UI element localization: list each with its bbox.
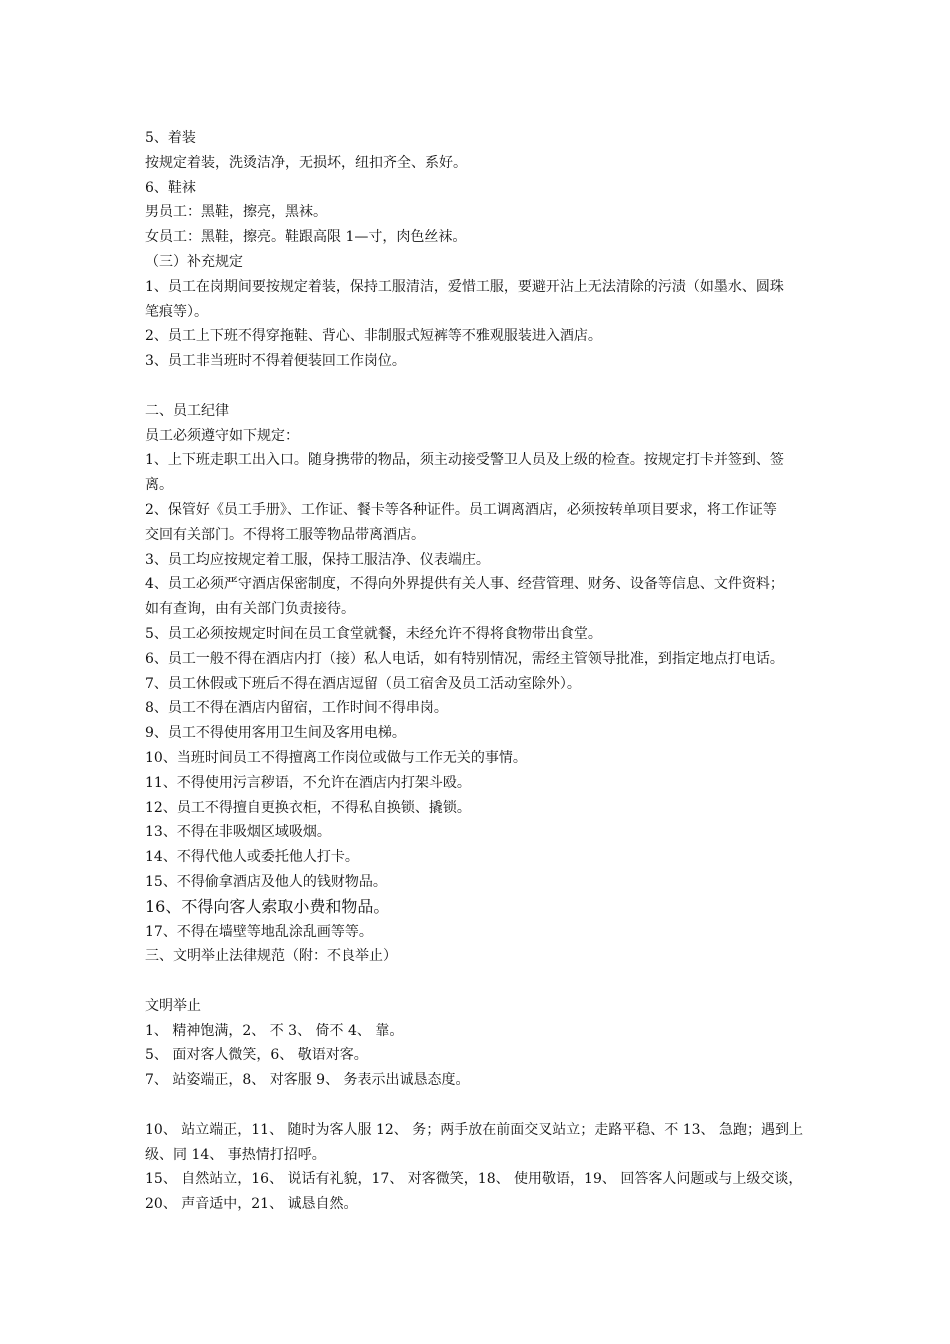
list-item-continuation: 离。: [145, 477, 173, 494]
paragraph-line: 员工必须遵守如下规定：: [145, 427, 299, 444]
paragraph-line: 3、员工非当班时不得着便装回工作岗位。: [145, 353, 406, 370]
heading-civilized-conduct-rules: 三、文明举止法律规范（附：不良举止）: [145, 948, 397, 965]
list-item: 2、保管好《员工手册》、工作证、餐卡等各种证件。员工调离酒店，必须按转单项目要求，将工作证等: [145, 501, 777, 518]
list-item: 5、 面对客人微笑，6、 敬语对客。: [145, 1047, 368, 1064]
heading-shoes-socks: 6、鞋袜: [145, 179, 196, 196]
list-item: 16、不得向客人索取小费和物品。: [145, 896, 390, 916]
list-item: 3、员工均应按规定着工服，保持工服洁净、仪表端庄。: [145, 551, 490, 568]
document-body: [145, 126, 813, 1217]
list-item-continuation: 级、同 14、 事热情打招呼。: [145, 1146, 326, 1163]
blank-line: [145, 969, 813, 994]
list-item: 17、不得在墙壁等地乱涂乱画等等。: [145, 923, 373, 940]
paragraph-line: 2、员工上下班不得穿拖鞋、背心、非制服式短裤等不雅观服装进入酒店。: [145, 328, 602, 345]
list-item: 8、员工不得在酒店内留宿，工作时间不得串岗。: [145, 700, 448, 717]
heading-staff-discipline: 二、员工纪律: [145, 402, 229, 419]
heading-attire: 5、着装: [145, 130, 196, 146]
paragraph-line: 按规定着装，洗烫洁净，无损坏，纽扣齐全、系好。: [145, 154, 467, 171]
list-item: 6、员工一般不得在酒店内打（接）私人电话，如有特别情况，需经主管领导批准，到指定地点打电话。: [145, 650, 784, 667]
list-item: 14、不得代他人或委托他人打卡。: [145, 849, 359, 866]
list-item-continuation: 交回有关部门。不得将工服等物品带离酒店。: [145, 526, 425, 543]
list-item: 9、员工不得使用客用卫生间及客用电梯。: [145, 725, 406, 742]
list-item: 15、 自然站立，16、 说话有礼貌，17、 对客微笑，18、 使用敬语，19、 回答客人问题或与上级交谈，: [145, 1171, 803, 1188]
list-item: 12、员工不得擅自更换衣柜，不得私自换锁、撬锁。: [145, 799, 471, 816]
list-item: 1、 精神饱满，2、 不 3、 倚不 4、 靠。: [145, 1022, 404, 1039]
list-item-continuation: 如有查询，由有关部门负责接待。: [145, 601, 355, 618]
list-item: 4、员工必须严守酒店保密制度，不得向外界提供有关人事、经营管理、财务、设备等信息、文件资料；: [145, 576, 784, 593]
list-item: 10、当班时间员工不得擅离工作岗位或做与工作无关的事情。: [145, 749, 527, 766]
list-item: 11、不得使用污言秽语，不允许在酒店内打架斗殴。: [145, 774, 471, 791]
list-item: 1、上下班走职工出入口。随身携带的物品，须主动接受警卫人员及上级的检查。按规定打卡并签到、签: [145, 452, 784, 469]
list-item: 15、不得偷拿酒店及他人的钱财物品。: [145, 873, 387, 890]
list-item-continuation: 20、 声音适中，21、 诚恳自然。: [145, 1196, 358, 1213]
list-item: 7、 站姿端正，8、 对客服 9、 务表示出诚恳态度。: [145, 1072, 470, 1089]
heading-supplementary-rules: （三）补充规定: [145, 253, 243, 270]
list-item: 7、员工休假或下班后不得在酒店逗留（员工宿舍及员工活动室除外）。: [145, 675, 581, 692]
list-item: 5、员工必须按规定时间在员工食堂就餐，未经允许不得将食物带出食堂。: [145, 625, 602, 642]
paragraph-line: 男员工：黑鞋，擦亮，黑袜。: [145, 204, 327, 221]
list-item: 13、不得在非吸烟区域吸烟。: [145, 824, 331, 841]
blank-line: [145, 374, 813, 399]
paragraph-line: 女员工：黑鞋，擦亮。鞋跟高限 1—寸，肉色丝袜。: [145, 229, 467, 246]
paragraph-line: 笔痕等）。: [145, 303, 208, 320]
paragraph-line: 1、员工在岗期间要按规定着装，保持工服清洁，爱惜工服，要避开沾上无法清除的污渍（如墨水、圆珠: [145, 278, 784, 295]
list-item: 10、 站立端正，11、 随时为客人服 12、 务；两手放在前面交叉站立；走路平稳、不 13、 急跑；遇到上: [145, 1121, 803, 1138]
blank-line: [145, 1093, 813, 1118]
heading-civilized-conduct: 文明举止: [145, 997, 201, 1014]
